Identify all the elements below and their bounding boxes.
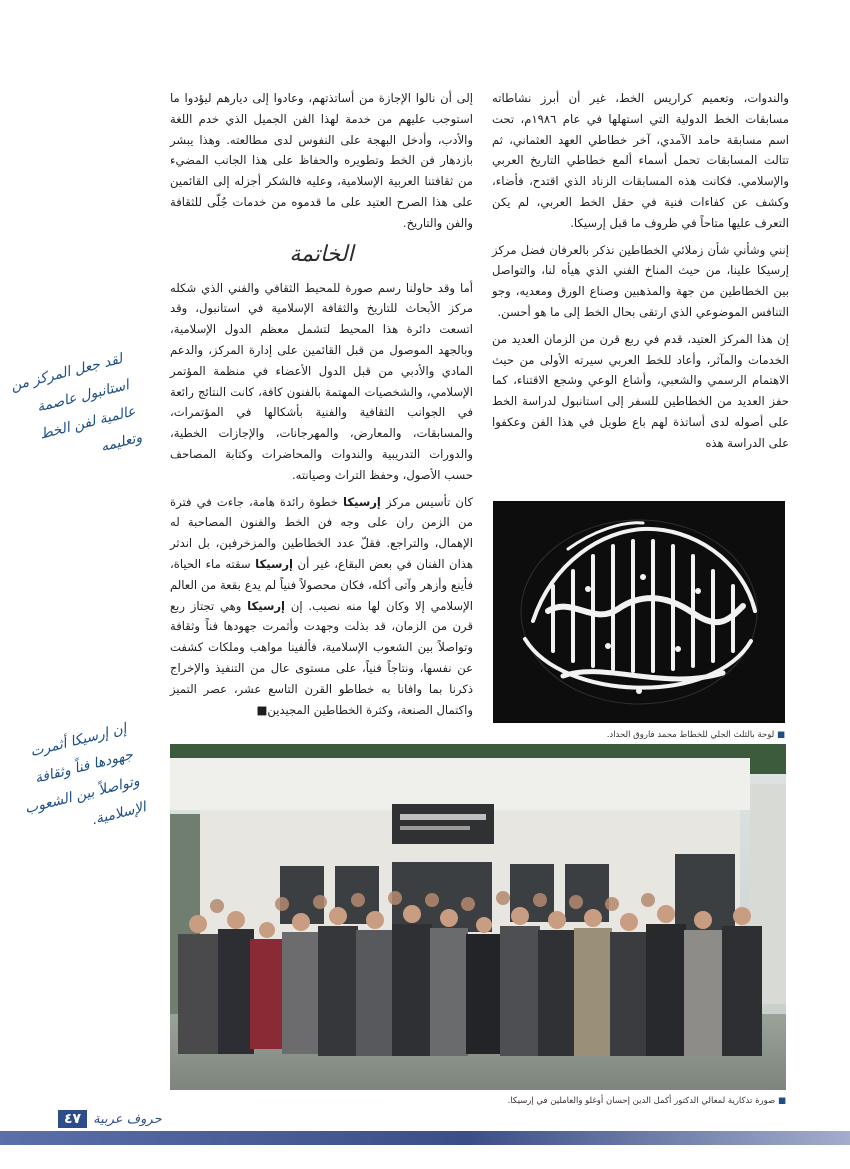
text-run: خطوة رائدة هامة، جاءت في فترة من الزمن ران على وجه فن الخط والفنون المصاحبة له الإهمال، والتراجع. فقلّ عدد الخطاطين والمزخرفين، بل اندثر هذان الفنان في بعض البقاع، غير أن [170,494,473,571]
text-run: وهي تجتاز ربع قرن من الزمان، قد بذلت وجهدت وأثمرت جهودها فناً وثقافة وتواصلاً بين الشعوب الإسلامية، فألفينا مواهب وملكات كشفت عن نفسها، ونتاجاً فنياً، على مستوى عال من التنفيذ والإخراج ذكرنا بما وافانا به خطاطو القرن التاسع عشر، عصر التميز واكتمال الصنعة، وكثرة الخطاطين المجيدين■ [170,598,473,717]
text-run: سقته ماء الحياة، فأينع وأزهر وآتى أكله، فكان محصولاً فنياً لم يدع بقعة من العالم الإسلامي إلا وكان لها منه نصيب. إن [170,556,473,613]
footer-logo [58,1106,168,1132]
text-column-middle [170,88,473,726]
page-number: ٤٧ [58,1110,87,1128]
group-photo-illustration [170,744,786,1090]
footer-band [0,1131,850,1145]
group-photo [170,744,786,1090]
caption-text: صورة تذكارية لمعالي الدكتور أكمل الدين إحسان أوغلو والعاملين في إرسيكا. [507,1096,776,1106]
bullet-icon: ■ [775,1096,786,1106]
section-heading: الخاتمة [289,241,354,267]
calligraphy-illustration [493,501,785,723]
body-paragraph [170,492,473,721]
body-paragraph: إنني وشأني شأن زملائي الخطاطين نذكر بالعرفان فضل مركز إرسيكا علينا، من حيث المناخ الفني الذي هيأه لنا، والتواصل بين الخطاطين من جهة والمذهبين وصناع الورق ومعديه، وجو التنافس الموضوعي الذي ارتقى بحال الخط إلى ما هو أحسن. [492,242,789,319]
magazine-name: حروف عربية [93,1111,162,1127]
highlight-name: إرسيكا [343,494,381,509]
text-run: كان تأسيس مركز [380,494,474,509]
pull-quote: لقد جعل المركز من استانبول عاصمة عالمية لفن الخط وتعليمه [9,350,144,456]
bullet-icon: ■ [774,730,785,740]
body-paragraph: إن هذا المركز العتيد، قدم في ربع قرن من الزمان العديد من الخدمات والمآثر، وأعاد للخط العربي سيرته الأولى من حيث الاهتمام الرسمي والشعبي، وأشاع الوعي وشجع الاقتناء، كما حفز العديد من الخطاطين للسفر إلى استانبول لدراسة الخط على أصوله لدى أساتذة لهم باع طويل في هذا الفن وعكفوا على الدراسة هذه [492,331,789,450]
text-column-right [492,88,789,460]
calligraphy-artwork [493,501,785,723]
highlight-name: إرسيكا [247,598,286,613]
photo-caption [170,1095,786,1107]
body-paragraph: والندوات، وتعميم كراريس الخط، غير أن أبرز نشاطاته مسابقات الخط الدولية التي استهلها في عام ١٩٨٦م، تحت اسم مسابقة حامد الآمدي، آخر خطاطي العهد العثماني، ثم تتالت المسابقات تحمل أسماء ألمع خطاطي التاريخ العربي والإسلامي. فكانت هذه المسابقات الزناد الذي اقتدح، فأضاء، وكشف عن كفاءات فنية في حقل الخط العربي، لم يكن التعرف عليها متاحاً في ظروف ما قبل إرسيكا. [492,91,790,230]
body-paragraph: إلى أن نالوا الإجازة من أساتذتهم، وعادوا إلى ديارهم ليؤدوا ما استوجب عليهم من خدمة لهذا الفن الجميل الذي خدم اللغة والأدب، وأدخل البهجة على النفوس لدى مطالعته. وهذا يبشر بازدهار فن الخط وتطويره والحفاظ على هذا الجانب المضيء من ثقافتنا العربية الإسلامية، وعليه فالشكر أجزله إلى القائمين على هذا الصرح العتيد على ما قدموه من خدمات جُلّى للثقافة والفن والتاريخ. [170,91,473,230]
pull-quote: إن إرسيكا أثمرت جهودها فناً وثقافة وتواصلاً بين الشعوب الإسلامية. [23,720,148,829]
body-paragraph: أما وقد حاولنا رسم صورة للمحيط الثقافي والفني الذي شكله مركز الأبحاث للتاريخ والثقافة الإسلامية في استانبول، وقد اتسعت دائرة هذا المحيط لتشمل معظم الدول الإسلامية، وبالجهد الموصول من قبل القائمين على إدارة المركز، والدعم المادي والأدبي من قبل الدول الأعضاء في منظمة المؤتمر الإسلامي، والشخصيات المهتمة بالفنون كافة، كانت النتائج رائعة في الجوانب الثقافية والفنية بأشكالها في المؤتمرات، والمسابقات، والمعارض، والمهرجانات، والإجازات الخطية، والدورات التدريبية والندوات والمحاضرات وكتابة المصاحف حسب الأصول، وحفظ التراث وصيانته. [170,280,473,482]
calligraphy-caption [493,729,785,741]
highlight-name: إرسيكا [255,556,294,571]
caption-text: لوحة بالثلث الجلي للخطاط محمد فاروق الحداد. [606,730,775,740]
